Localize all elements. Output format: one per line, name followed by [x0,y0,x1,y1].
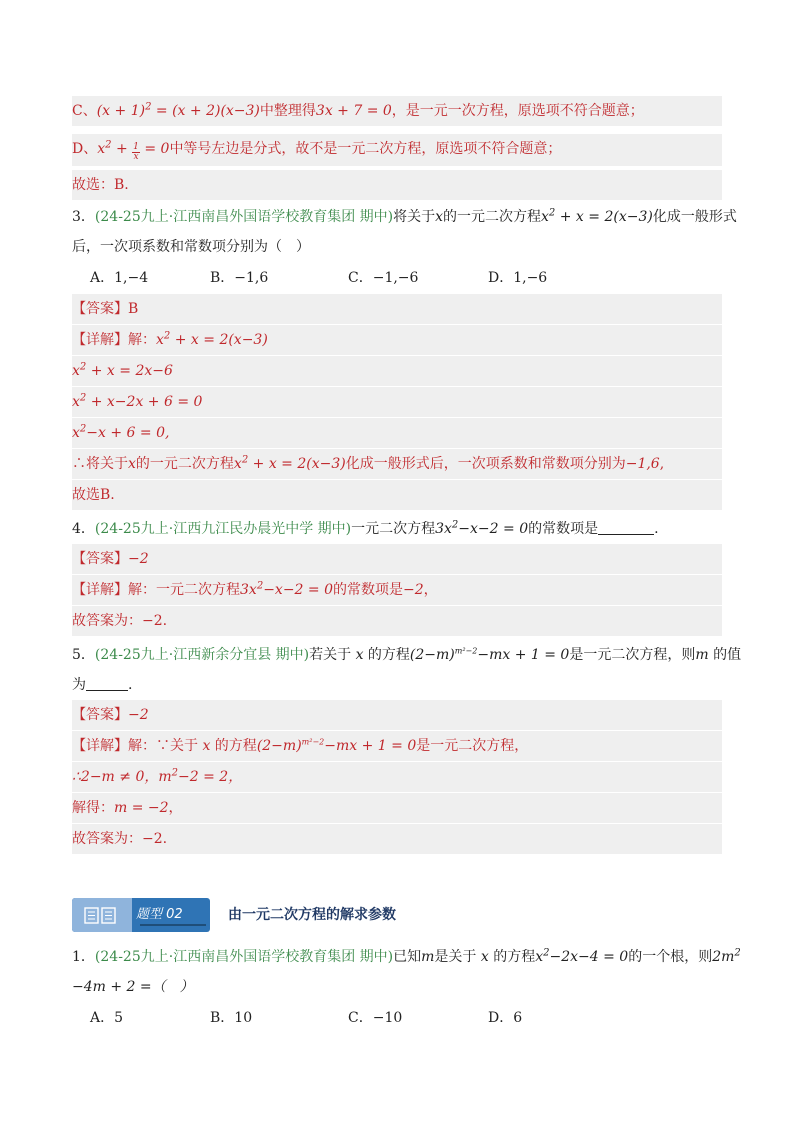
text: . [654,521,659,537]
value: −1,6 [625,456,660,472]
question-5 [72,640,742,670]
q5-answer [72,700,722,730]
question-3-line2 [72,232,722,262]
equation: $(2-m)^{m^2-2}-mx + 1 = 0$ [256,737,417,754]
text: 中等号左边是分式，故不是一元二次方程，原选项不符合题意； [169,141,562,157]
option-a[interactable]: A．5 [90,1010,124,1026]
equation: $3x^2-x-2 = 0$ [435,519,529,537]
text: 的方程 [210,738,257,754]
answer-blank[interactable] [86,676,128,691]
text: ， [423,582,438,598]
text: 解：一元二次方程 [128,582,240,598]
text: 若关于 [309,647,356,663]
equation: $x^2 + x = 2(x-3)$ [541,207,653,225]
equation: $x^2 + x = 2(x-3)$ [233,454,346,472]
text: 化成一般形式后，一次项系数和常数项分别为 [345,456,626,472]
equation: $2m^2$ [712,947,741,965]
q3-detail [72,325,722,355]
detail-label: 【详解】 [72,582,128,598]
answer-value: −2 [128,551,149,567]
option-b[interactable]: B．−1,6 [210,270,269,286]
equation: −4m + 2 =（ ） [72,979,194,995]
text: 解：∵关于 [128,738,203,754]
text: 解： [128,332,156,348]
prev-conclusion [72,170,722,200]
variable: x [435,209,444,225]
text: . [128,677,133,693]
q4-detail [72,575,722,605]
text: 的值 [708,647,742,663]
q4-answer [72,544,722,574]
text: 的一元二次方程 [443,209,542,225]
question-source: (24-25九上·江西南昌外国语学校教育集团 期中) [94,949,394,965]
text: 是一元二次方程，则 [569,647,696,663]
text: 的方程 [488,949,536,965]
equation: m = −2 [114,800,169,816]
text: 故答案为：−2. [72,613,168,629]
text: 是关于 [434,949,481,965]
text: 为 [72,677,86,693]
detail-label: 【详解】 [72,738,128,754]
new-question-1-line2 [72,972,722,1002]
equation: $x^2$ + $\frac{1}{x}$ = 0 [97,139,170,162]
question-source: (24-25九上·江西南昌外国语学校教育集团 期中) [94,209,394,225]
section-badge [72,898,210,932]
text: 的常数项是 [333,582,403,598]
q5-detail [72,731,722,761]
option-d[interactable]: D．1,−6 [488,270,548,286]
equation: ∴2−m ≠ 0， [72,769,159,785]
q3-answer [72,294,722,324]
question-4 [72,514,722,544]
variable: x [128,456,136,472]
option-d[interactable]: D．6 [488,1010,523,1026]
section-heading: 由一元二次方程的解求参数 [228,907,396,923]
section-badge-label: 题型 02 [136,907,183,922]
answer-blank[interactable] [598,520,654,535]
q3-step-2 [72,356,722,386]
q5-step-2 [72,793,722,823]
answer-value: −2 [128,707,149,723]
equation: $(x + 1)^2 = (x + 2)(x-3)$ [96,101,260,119]
equation: $x^2 + x-2x + 6 = 0$ [72,392,203,410]
equation: $x^2 + x = 2(x-3)$ [156,330,268,348]
section-underline [140,924,206,926]
question-3 [72,202,737,232]
text: 中整理得 [259,103,316,119]
text: 解得： [72,800,114,816]
answer-label: 【答案】 [72,707,128,723]
text: ， [168,800,183,816]
option-c[interactable]: C．−1,−6 [348,270,419,286]
book-icon [84,907,116,924]
text: 已知 [393,949,422,965]
variable: x [202,738,211,754]
question-number: 1． [72,949,95,965]
q5-final [72,824,722,854]
variable: x [480,949,489,965]
equation: $x^2-x + 6 = 0$, [72,423,170,441]
question-number: 4． [72,521,95,537]
text: ，是一元一次方程，原选项不符合题意； [391,103,644,119]
q3-conclusion [72,449,722,479]
option-c[interactable]: C．−10 [348,1010,403,1026]
variable: x [355,647,364,663]
answer-label: 【答案】 [72,301,128,317]
q4-final [72,606,722,636]
option-d-analysis [72,134,722,166]
option-a[interactable]: A．1,−4 [90,270,149,286]
variable: m [695,647,709,663]
text: ∴将关于 [72,456,128,472]
option-b[interactable]: B．10 [210,1010,253,1026]
text: 的一个根，则 [628,949,713,965]
equation: $3x^2-x-2 = 0$ [240,580,333,598]
question-number: 3． [72,209,95,225]
answer-label: 【答案】 [72,551,128,567]
text: 的常数项是 [528,521,599,537]
text: , [659,456,665,472]
q3-choose [72,480,722,510]
equation: $x^2 + x = 2x-6$ [72,361,173,379]
text: 一元二次方程 [351,521,436,537]
detail-label: 【详解】 [72,332,128,348]
text: 故答案为：−2. [72,831,168,847]
variable: m [421,949,435,965]
q5-step-1 [72,762,722,792]
text: 是一元二次方程， [416,738,529,754]
answer-value: B [128,301,139,317]
equation: $m^2-2 = 2$， [158,767,243,785]
equation: $x^2-2x-4 = 0$ [535,947,629,965]
text: 后，一次项系数和常数项分别为（ ） [72,239,310,255]
text: 的方程 [363,647,410,663]
question-5-line2 [72,670,722,700]
text: 化成一般形式 [652,209,737,225]
option-c-analysis [72,96,722,126]
option-c-label: C、 [72,103,97,119]
value: −2 [403,582,424,598]
new-question-1 [72,942,741,972]
text: 故选B. [72,487,115,503]
equation: 3x + 7 = 0 [315,103,392,119]
equation: $(2-m)^{m^2-2}-mx + 1 = 0$ [409,646,570,663]
option-d-label: D、 [72,141,98,157]
q3-step-3 [72,387,722,417]
question-source: (24-25九上·江西新余分宜县 期中) [94,647,310,663]
text: 故选：B. [72,177,129,193]
text: 将关于 [393,209,436,225]
question-source: (24-25九上·江西九江民办晨光中学 期中) [94,521,352,537]
text: 的一元二次方程 [135,456,234,472]
question-number: 5． [72,647,95,663]
q3-step-4 [72,418,722,448]
